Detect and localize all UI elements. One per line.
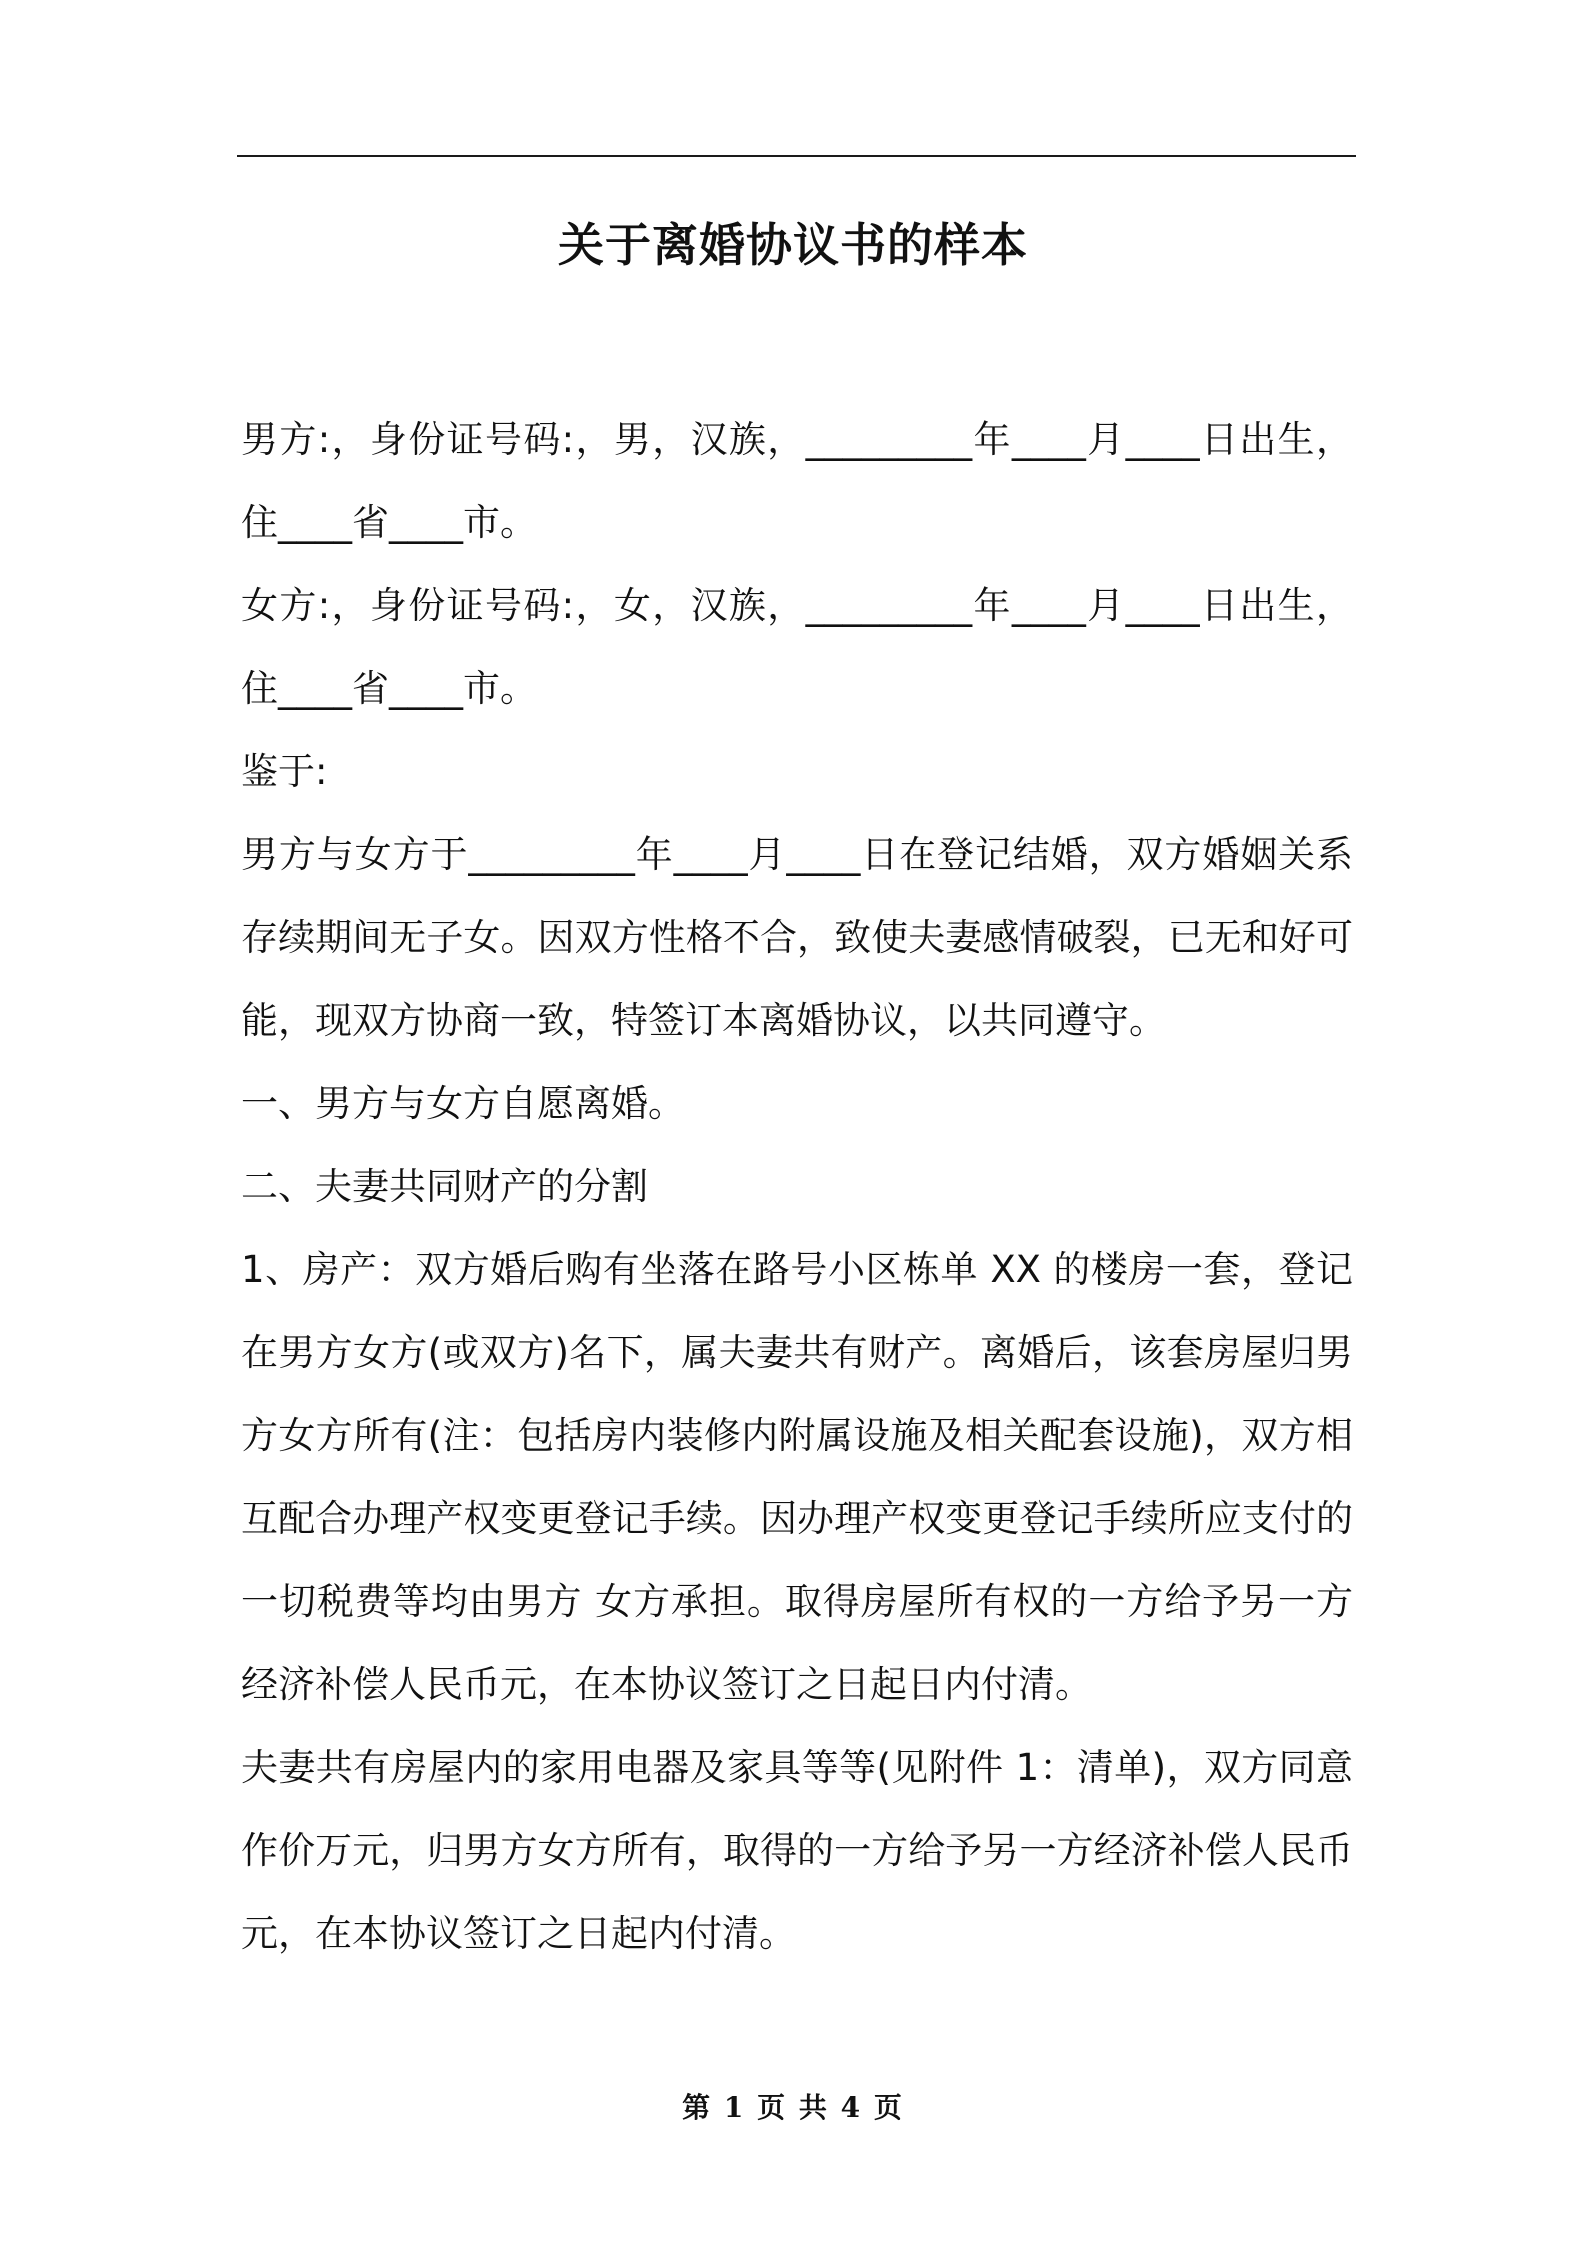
paragraph-household-items: 夫妻共有房屋内的家用电器及家具等等(见附件 1：清单)，双方同意作价万元，归男方女方所有，取得的一方给予另一方经济补偿人民币元，在本协议签订之日起内付清。: [241, 1746, 1353, 1955]
paragraph-clause-two-heading: 二、夫妻共同财产的分割: [241, 1165, 648, 1208]
header-rule: [237, 155, 1356, 157]
document-title: 关于离婚协议书的样本: [558, 218, 1028, 272]
paragraph-marriage-background: 男方与女方于_________年____月____日在登记结婚，双方婚姻关系存续期间无子女。因双方性格不合，致使夫妻感情破裂，已无和好可能，现双方协商一致，特签订本离婚协议，以共同遵守。: [241, 833, 1353, 1042]
paragraph-male-party: 男方:，身份证号码:，男，汉族，_________年____月____日出生，住____省____市。: [241, 418, 1353, 544]
paragraph-whereas: 鉴于:: [241, 750, 328, 793]
paragraph-clause-one: 一、男方与女方自愿离婚。: [241, 1082, 685, 1125]
paragraph-female-party: 女方:，身份证号码:，女，汉族，_________年____月____日出生，住____省____市。: [241, 584, 1353, 710]
page-number: 第 1 页 共 4 页: [682, 2091, 904, 2124]
document-body: [241, 398, 1353, 1975]
paragraph-property-house: 1、房产：双方婚后购有坐落在路号小区栋单 XX 的楼房一套，登记在男方女方(或双方)名下，属夫妻共有财产。离婚后，该套房屋归男方女方所有(注：包括房内装修内附属设施及相关配套设施)，双方相互配合办理产权变更登记手续。因办理产权变更登记手续所应支付的一切税费等均由男方 女方承担。取得房屋所有权的一方给予另一方经济补偿人民币元，在本协议签订之日起日内付清。: [241, 1248, 1353, 1706]
